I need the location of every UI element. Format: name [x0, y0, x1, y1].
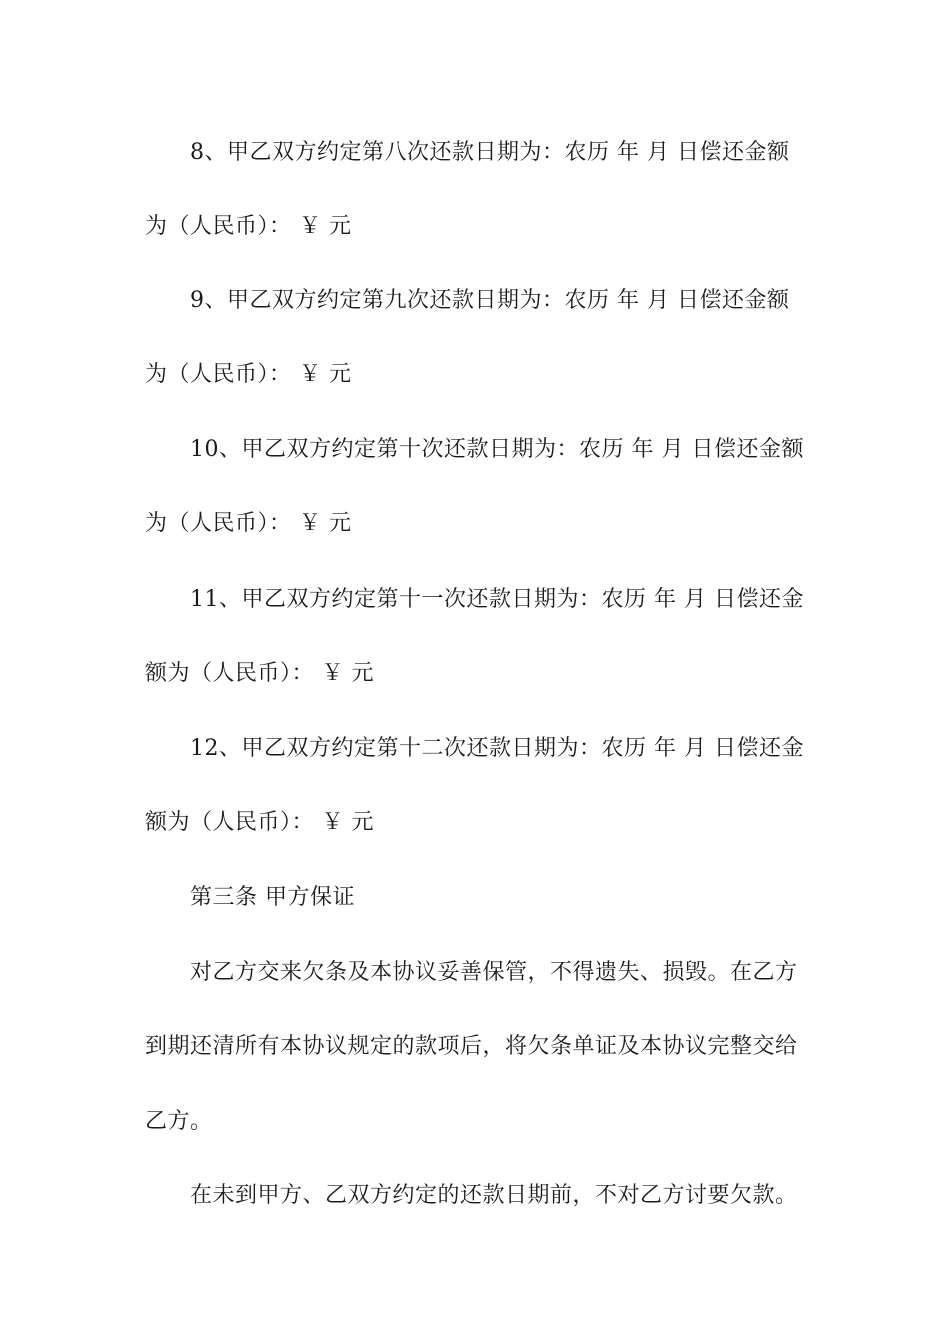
section-heading: 第三条 甲方保证 [190, 885, 355, 910]
paragraph-1-line-2: 到期还清所有本协议规定的款项后，将欠条单证及本协议完整交给 [145, 1034, 798, 1059]
clause-10-line-1: 10、甲乙双方约定第十次还款日期为：农历 年 月 日偿还金额 [190, 437, 804, 462]
clause-11-line-1: 11、甲乙双方约定第十一次还款日期为：农历 年 月 日偿还金 [190, 587, 804, 612]
clause-12-line-2: 额为（人民币）： ￥ 元 [145, 810, 374, 835]
paragraph-1-line-3: 乙方。 [145, 1109, 213, 1134]
paragraph-2-line-1: 在未到甲方、乙双方约定的还款日期前，不对乙方讨要欠款。 [190, 1183, 798, 1208]
clause-8-line-2: 为（人民币）： ￥ 元 [145, 214, 352, 239]
clause-11-line-2: 额为（人民币）： ￥ 元 [145, 661, 374, 686]
clause-8-line-1: 8、甲乙双方约定第八次还款日期为：农历 年 月 日偿还金额 [190, 140, 790, 165]
paragraph-1-line-1: 对乙方交来欠条及本协议妥善保管，不得遗失、损毁。在乙方 [190, 960, 798, 985]
clause-9-line-2: 为（人民币）： ￥ 元 [145, 362, 352, 387]
clause-9-line-1: 9、甲乙双方约定第九次还款日期为：农历 年 月 日偿还金额 [190, 288, 790, 313]
clause-12-line-1: 12、甲乙双方约定第十二次还款日期为：农历 年 月 日偿还金 [190, 736, 804, 761]
clause-10-line-2: 为（人民币）： ￥ 元 [145, 511, 352, 536]
